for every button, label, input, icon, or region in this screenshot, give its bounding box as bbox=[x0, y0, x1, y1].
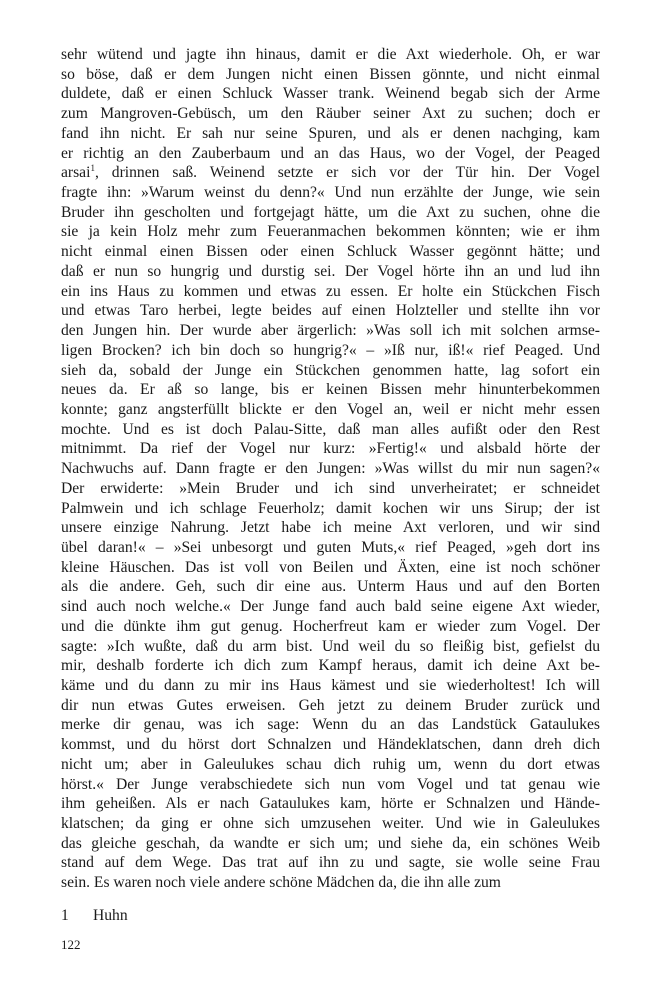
text-line: hörst.« Der Junge verabschiedete sich nun vom Vogel und tat genau wie bbox=[61, 775, 600, 793]
text-line: sie ja kein Holz mehr zum Feueranmachen bekommen könnten; wie er ihm bbox=[61, 223, 600, 241]
footnote-reference: 1 bbox=[90, 163, 95, 174]
text-fragment: arsai bbox=[61, 164, 91, 182]
text-line: das gleiche geschah, da wandte er sich um; und siehe da, ein schönes Weib bbox=[61, 834, 600, 852]
text-line: ligen Brocken? ich bin doch so hungrig?« – »Iß nur, iß!« rief Peaged. Und bbox=[61, 341, 600, 359]
text-line: er richtig an den Zauberbaum und an das Haus, wo der Vogel, der Peaged bbox=[61, 144, 600, 162]
text-line: Nachwuchs auf. Dann fragte er den Jungen: »Was willst du mir nun sagen?« bbox=[61, 460, 600, 478]
text-line: käme und du dann zu mir ins Haus kämest und sie wiederholtest! Ich will bbox=[61, 677, 600, 694]
text-line: nicht einmal einen Bissen oder einen Schluck Wasser gegönnt hätte; und bbox=[61, 243, 600, 261]
text-line-with-footnote bbox=[61, 163, 600, 183]
text-line: ein ins Haus zu kommen und etwas zu essen. Er holte ein Stückchen Fisch bbox=[61, 282, 600, 300]
text-line: zum Mangroven-Gebüsch, um den Räuber seiner Axt zu suchen; doch er bbox=[61, 105, 600, 123]
text-line: und etwas Taro herbei, legte beides auf einen Holzteller und stellte ihn vor bbox=[61, 302, 600, 320]
text-line: dir nun etwas Gutes erweisen. Geh jetzt zu deinem Bruder zurück und bbox=[61, 696, 600, 714]
body-text bbox=[61, 45, 600, 893]
text-line: und die dünkte ihm gut genug. Hocherfreut kam er wieder zum Vogel. Der bbox=[61, 617, 600, 635]
text-line: fand ihn nicht. Er sah nur seine Spuren, und als er denen nachging, kam bbox=[61, 124, 600, 142]
text-line: neues da. Er aß so lange, bis er keinen Bissen mehr hinunterbekommen bbox=[61, 381, 600, 399]
text-line: unsere einzige Nahrung. Jetzt habe ich meine Axt verloren, und wir sind bbox=[61, 519, 600, 537]
text-line: sein. Es waren noch viele andere schöne Mädchen da, die ihn alle zum bbox=[61, 874, 501, 892]
text-line: den Jungen hin. Der wurde aber ärgerlich: »Was soll ich mit solchen armse- bbox=[61, 322, 600, 340]
footnote bbox=[61, 906, 128, 925]
text-line: Der erwiderte: »Mein Bruder und ich sind unverheiratet; er schneidet bbox=[61, 479, 600, 497]
text-line: Bruder ihn gescholten und fortgejagt hätte, um die Axt zu suchen, ohne die bbox=[61, 203, 600, 221]
page-number: 122 bbox=[61, 937, 81, 952]
text-line: so böse, daß er dem Jungen nicht einen Bissen gönnte, und nicht einmal bbox=[61, 65, 600, 83]
text-line: als die andere. Geh, such dir eine aus. Unterm Haus und auf den Borten bbox=[61, 578, 600, 596]
text-line: klatschen; da ging er ohne sich umzusehen weiter. Und wie in Galeulukes bbox=[61, 815, 600, 833]
text-line: ihm geheißen. Als er nach Gataulukes kam, hörte er Schnalzen und Hände- bbox=[61, 795, 600, 813]
text-line: mitnimmt. Da rief der Vogel nur kurz: »Fertig!« und alsbald hörte der bbox=[61, 440, 600, 458]
text-line: nicht um; aber in Galeulukes schau dich ruhig um, wenn du dort etwas bbox=[61, 755, 600, 773]
text-line: sagte: »Ich wußte, daß du arm bist. Und weil du so fleißig bist, gefielst du bbox=[61, 637, 600, 655]
text-line: sehr wütend und jagte ihn hinaus, damit er die Axt wiederhole. Oh, er war bbox=[61, 46, 600, 63]
text-line: duldete, daß er einen Schluck Wasser trank. Weinend begab sich der Arme bbox=[61, 85, 600, 103]
text-line: mir, deshalb forderte ich dich zum Kampf heraus, damit ich deine Axt be- bbox=[61, 657, 600, 675]
text-line: merke dir genau, was ich sage: Wenn du an das Landstück Gataulukes bbox=[61, 716, 600, 734]
text-line: kleine Häuschen. Das ist voll von Beilen und Äxten, eine ist noch schöner bbox=[61, 558, 600, 576]
text-line: daß er nun so hungrig und durstig sei. Der Vogel hörte ihn an und lud ihn bbox=[61, 262, 600, 280]
text-line: sind auch noch welche.« Der Junge fand auch bald seine eigene Axt wieder, bbox=[61, 598, 600, 616]
text-line: stand auf dem Wege. Das trat auf ihn zu und sagte, sie wolle seine Frau bbox=[61, 854, 600, 872]
text-line: kommst, und du hörst dort Schnalzen und Händeklatschen, dann dreh dich bbox=[61, 736, 600, 754]
text-line: konnte; ganz angsterfüllt blickte er den Vogel an, weil er nicht mehr essen bbox=[61, 400, 600, 418]
text-line: sieh da, sobald der Junge ein Stückchen genommen hatte, lag sofort ein bbox=[61, 361, 600, 379]
footnote-text: Huhn bbox=[93, 907, 128, 924]
text-line: Palmwein und ich schlage Feuerholz; damit kochen wir uns Sirup; der ist bbox=[61, 499, 600, 517]
text-line: mochte. Und es ist doch Palau-Sitte, daß man alles aufißt oder den Rest bbox=[61, 420, 600, 438]
text-fragment: , drinnen saß. Weinend setzte er sich vor der Tür hin. Der Vogel bbox=[94, 164, 600, 182]
text-line: fragte ihn: »Warum weinst du denn?« Und nun erzählte der Junge, wie sein bbox=[61, 184, 600, 202]
text-line: übel daran!« – »Sei unbesorgt und guten Muts,« rief Peaged, »geh dort ins bbox=[61, 538, 600, 556]
footnote-number: 1 bbox=[61, 907, 69, 924]
